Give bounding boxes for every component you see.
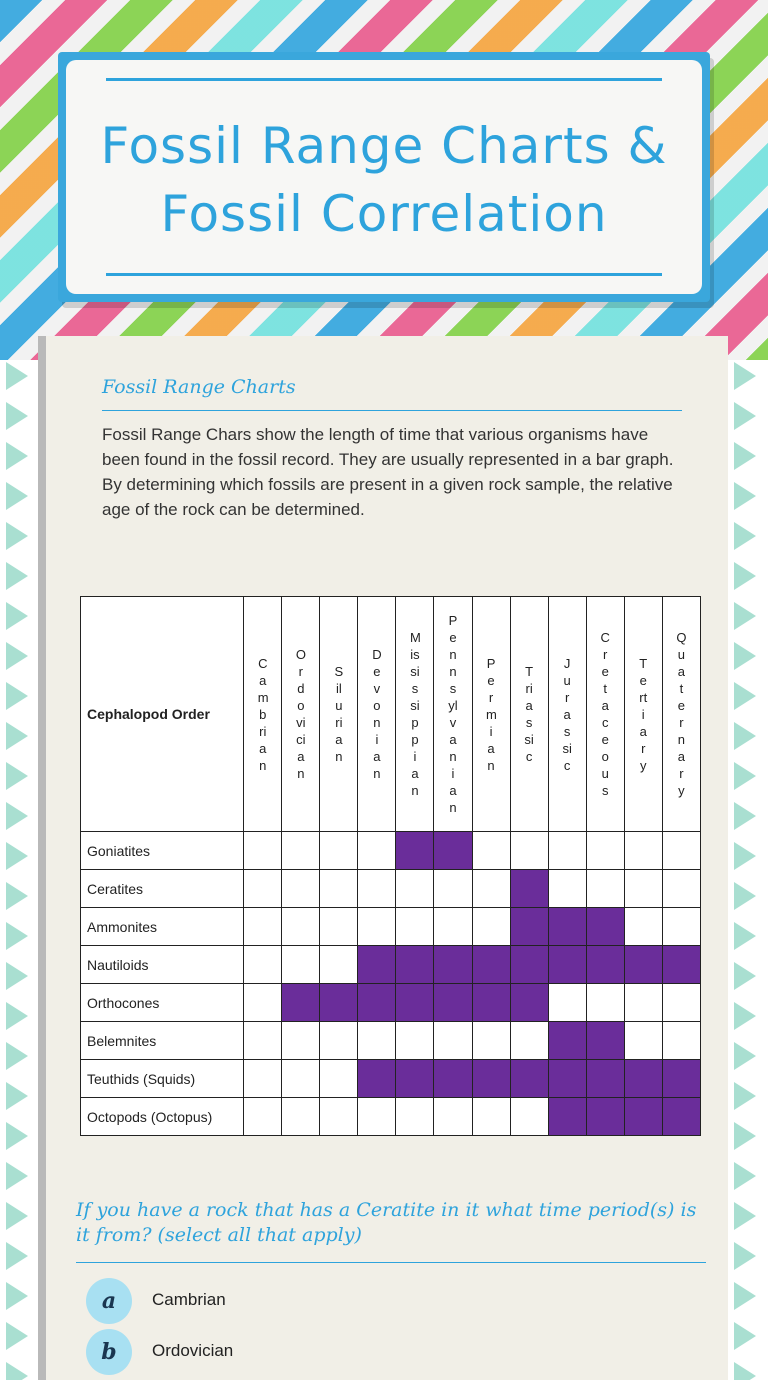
range-cell-empty — [244, 1060, 282, 1098]
range-cell-empty — [320, 832, 358, 870]
triangle-decoration — [6, 882, 28, 910]
range-cell-empty — [434, 870, 472, 908]
range-cell-filled — [510, 908, 548, 946]
triangle-decoration — [734, 842, 756, 870]
range-cell-filled — [434, 946, 472, 984]
triangle-decoration — [6, 1202, 28, 1230]
range-cell-empty — [434, 908, 472, 946]
triangle-decoration — [6, 482, 28, 510]
triangle-decoration — [734, 642, 756, 670]
table-row — [81, 1022, 701, 1060]
range-cell-empty — [244, 832, 282, 870]
column-header-pennsylvanian — [434, 597, 472, 832]
range-cell-empty — [396, 1022, 434, 1060]
option-letter-badge[interactable]: b — [86, 1329, 132, 1375]
table-row — [81, 832, 701, 870]
triangle-decoration — [734, 682, 756, 710]
range-cell-empty — [472, 1098, 510, 1136]
triangle-decoration — [734, 1002, 756, 1030]
range-cell-empty — [244, 908, 282, 946]
triangle-decoration — [734, 802, 756, 830]
triangle-decoration — [734, 922, 756, 950]
range-cell-empty — [282, 1022, 320, 1060]
range-cell-empty — [510, 1098, 548, 1136]
column-header-devonian — [358, 597, 396, 832]
triangle-decoration — [6, 362, 28, 390]
triangle-decoration — [6, 1042, 28, 1070]
range-cell-empty — [396, 1098, 434, 1136]
triangle-decoration — [6, 1362, 28, 1380]
range-cell-filled — [358, 946, 396, 984]
range-cell-empty — [320, 1098, 358, 1136]
range-cell-empty — [624, 1022, 662, 1060]
row-label: Goniatites — [81, 832, 244, 870]
range-cell-empty — [662, 1022, 700, 1060]
range-cell-filled — [662, 1060, 700, 1098]
triangle-decoration — [6, 402, 28, 430]
range-cell-empty — [358, 1098, 396, 1136]
title-rule-top — [106, 78, 662, 81]
triangle-decoration — [734, 602, 756, 630]
range-cell-filled — [434, 1060, 472, 1098]
range-cell-filled — [586, 1098, 624, 1136]
table-row — [81, 946, 701, 984]
triangle-decoration — [734, 1202, 756, 1230]
row-label: Octopods (Octopus) — [81, 1098, 244, 1136]
triangle-decoration — [734, 402, 756, 430]
option-label[interactable]: Ordovician — [152, 1341, 234, 1360]
column-header-cretaceous — [586, 597, 624, 832]
answer-option-b[interactable] — [86, 1329, 586, 1375]
question-rule — [76, 1262, 706, 1263]
column-header-silurian — [320, 597, 358, 832]
range-cell-filled — [434, 832, 472, 870]
left-triangle-border — [0, 360, 40, 1380]
range-cell-empty — [586, 832, 624, 870]
title-card — [58, 52, 710, 302]
range-cell-filled — [548, 946, 586, 984]
triangle-decoration — [734, 1082, 756, 1110]
table-row — [81, 984, 701, 1022]
range-cell-empty — [358, 1022, 396, 1060]
triangle-decoration — [6, 1122, 28, 1150]
triangle-decoration — [6, 562, 28, 590]
triangle-decoration — [6, 682, 28, 710]
range-cell-empty — [320, 870, 358, 908]
question-text: If you have a rock that has a Ceratite in it what time period(s) is it from? (select all that apply) — [76, 1199, 697, 1246]
range-cell-empty — [472, 1022, 510, 1060]
range-cell-filled — [472, 984, 510, 1022]
range-cell-empty — [510, 1022, 548, 1060]
column-header-label: Tertiary — [639, 655, 648, 773]
column-header-label: Devonian — [372, 647, 382, 781]
fossil-range-table — [80, 596, 701, 1136]
column-header-label: Mississippian — [409, 630, 421, 798]
triangle-decoration — [734, 562, 756, 590]
column-header-permian — [472, 597, 510, 832]
option-label[interactable]: Cambrian — [152, 1290, 226, 1309]
range-cell-filled — [662, 946, 700, 984]
triangle-decoration — [6, 442, 28, 470]
table-header-row — [81, 597, 701, 832]
column-header-cambrian — [244, 597, 282, 832]
triangle-decoration — [6, 1282, 28, 1310]
range-cell-empty — [624, 984, 662, 1022]
range-cell-empty — [358, 832, 396, 870]
range-cell-empty — [320, 1022, 358, 1060]
range-cell-empty — [472, 832, 510, 870]
triangle-decoration — [734, 1282, 756, 1310]
range-cell-empty — [434, 1022, 472, 1060]
range-cell-filled — [624, 1060, 662, 1098]
triangle-decoration — [734, 482, 756, 510]
column-header-quaternary — [662, 597, 700, 832]
range-cell-empty — [282, 1060, 320, 1098]
row-label: Ceratites — [81, 870, 244, 908]
range-cell-filled — [282, 984, 320, 1022]
triangle-decoration — [734, 1162, 756, 1190]
range-cell-empty — [244, 1098, 282, 1136]
range-cell-filled — [662, 1098, 700, 1136]
range-cell-empty — [396, 908, 434, 946]
triangle-decoration — [6, 722, 28, 750]
triangle-decoration — [734, 442, 756, 470]
range-cell-empty — [358, 870, 396, 908]
range-cell-empty — [662, 908, 700, 946]
table-row — [81, 1098, 701, 1136]
triangle-decoration — [734, 1042, 756, 1070]
range-cell-empty — [472, 870, 510, 908]
range-cell-empty — [320, 1060, 358, 1098]
range-cell-empty — [320, 946, 358, 984]
range-cell-filled — [548, 908, 586, 946]
triangle-decoration — [734, 522, 756, 550]
triangle-decoration — [734, 882, 756, 910]
column-header-label: Jurassic — [562, 655, 572, 773]
triangle-decoration — [734, 962, 756, 990]
content-panel — [38, 336, 728, 1380]
answer-option-a[interactable] — [86, 1278, 586, 1324]
range-cell-empty — [472, 908, 510, 946]
right-triangle-border — [728, 360, 768, 1380]
range-cell-empty — [282, 946, 320, 984]
range-cell-filled — [472, 946, 510, 984]
range-cell-empty — [548, 832, 586, 870]
range-cell-filled — [548, 1022, 586, 1060]
page-title: Fossil Range Charts & Fossil Correlation — [100, 117, 668, 243]
range-cell-filled — [472, 1060, 510, 1098]
range-cell-empty — [586, 870, 624, 908]
range-cell-empty — [624, 832, 662, 870]
column-header-jurassic — [548, 597, 586, 832]
row-label: Ammonites — [81, 908, 244, 946]
range-cell-empty — [282, 870, 320, 908]
range-cell-filled — [434, 984, 472, 1022]
triangle-decoration — [734, 762, 756, 790]
table-body — [81, 832, 701, 1136]
table-row — [81, 870, 701, 908]
range-cell-filled — [586, 1060, 624, 1098]
option-letter-badge[interactable]: a — [86, 1278, 132, 1324]
range-cell-empty — [548, 984, 586, 1022]
triangle-decoration — [734, 1322, 756, 1350]
range-cell-filled — [510, 984, 548, 1022]
range-cell-empty — [586, 984, 624, 1022]
row-label: Belemnites — [81, 1022, 244, 1060]
range-cell-filled — [358, 984, 396, 1022]
range-cell-filled — [548, 1098, 586, 1136]
range-cell-filled — [586, 908, 624, 946]
range-cell-empty — [624, 908, 662, 946]
range-cell-filled — [396, 946, 434, 984]
column-header-tertiary — [624, 597, 662, 832]
row-label: Nautiloids — [81, 946, 244, 984]
range-cell-filled — [624, 946, 662, 984]
range-cell-filled — [624, 1098, 662, 1136]
column-header-label: Cretaceous — [600, 630, 610, 798]
range-cell-empty — [282, 832, 320, 870]
triangle-decoration — [734, 1362, 756, 1380]
triangle-decoration — [6, 842, 28, 870]
range-cell-empty — [358, 908, 396, 946]
triangle-decoration — [6, 802, 28, 830]
range-cell-empty — [244, 984, 282, 1022]
range-cell-filled — [510, 1060, 548, 1098]
row-label: Orthocones — [81, 984, 244, 1022]
range-cell-filled — [396, 984, 434, 1022]
triangle-decoration — [6, 1002, 28, 1030]
triangle-decoration — [734, 1122, 756, 1150]
triangle-decoration — [734, 1242, 756, 1270]
range-cell-filled — [586, 946, 624, 984]
range-cell-filled — [396, 832, 434, 870]
column-header-label: Ordovician — [295, 647, 306, 781]
range-cell-filled — [510, 870, 548, 908]
section-rule — [102, 410, 682, 411]
title-rule-bottom — [106, 273, 662, 276]
range-cell-empty — [624, 870, 662, 908]
triangle-decoration — [6, 962, 28, 990]
triangle-decoration — [6, 602, 28, 630]
table-row — [81, 908, 701, 946]
column-header-label: Quaternary — [676, 630, 687, 798]
column-header-triassic — [510, 597, 548, 832]
range-cell-empty — [244, 870, 282, 908]
triangle-decoration — [6, 1082, 28, 1110]
column-header-label: Silurian — [334, 664, 344, 764]
column-header-label: Triassic — [524, 664, 534, 764]
triangle-decoration — [6, 762, 28, 790]
triangle-decoration — [734, 722, 756, 750]
column-header-ordovician — [282, 597, 320, 832]
title-inner — [66, 60, 702, 294]
range-cell-empty — [282, 1098, 320, 1136]
range-cell-filled — [586, 1022, 624, 1060]
row-label: Teuthids (Squids) — [81, 1060, 244, 1098]
range-cell-empty — [396, 870, 434, 908]
triangle-decoration — [6, 1162, 28, 1190]
range-cell-empty — [510, 832, 548, 870]
range-cell-empty — [320, 908, 358, 946]
column-header-label: Cambrian — [257, 655, 269, 773]
range-cell-empty — [282, 908, 320, 946]
range-cell-filled — [510, 946, 548, 984]
column-header-mississippian — [396, 597, 434, 832]
range-cell-empty — [662, 832, 700, 870]
range-cell-empty — [662, 984, 700, 1022]
range-cell-filled — [358, 1060, 396, 1098]
range-cell-empty — [662, 870, 700, 908]
triangle-decoration — [6, 522, 28, 550]
column-header-label: Permian — [486, 655, 497, 773]
table-row — [81, 1060, 701, 1098]
section-title: Fossil Range Charts — [102, 376, 296, 398]
intro-paragraph: Fossil Range Chars show the length of time that various organisms have been found in the fossil record. They are usually represented in a bar graph. By determining which fossils are present in a given rock sample, the relative age of the rock can be determined. — [102, 425, 674, 519]
range-cell-filled — [548, 1060, 586, 1098]
triangle-decoration — [6, 1242, 28, 1270]
range-cell-empty — [548, 870, 586, 908]
range-cell-empty — [434, 1098, 472, 1136]
range-cell-empty — [244, 946, 282, 984]
triangle-decoration — [6, 642, 28, 670]
triangle-decoration — [734, 362, 756, 390]
triangle-decoration — [6, 1322, 28, 1350]
column-header-label: Pennsylvanian — [448, 613, 458, 815]
triangle-decoration — [6, 922, 28, 950]
row-header-label: Cephalopod Order — [81, 597, 244, 832]
range-cell-empty — [244, 1022, 282, 1060]
range-cell-filled — [396, 1060, 434, 1098]
range-cell-filled — [320, 984, 358, 1022]
